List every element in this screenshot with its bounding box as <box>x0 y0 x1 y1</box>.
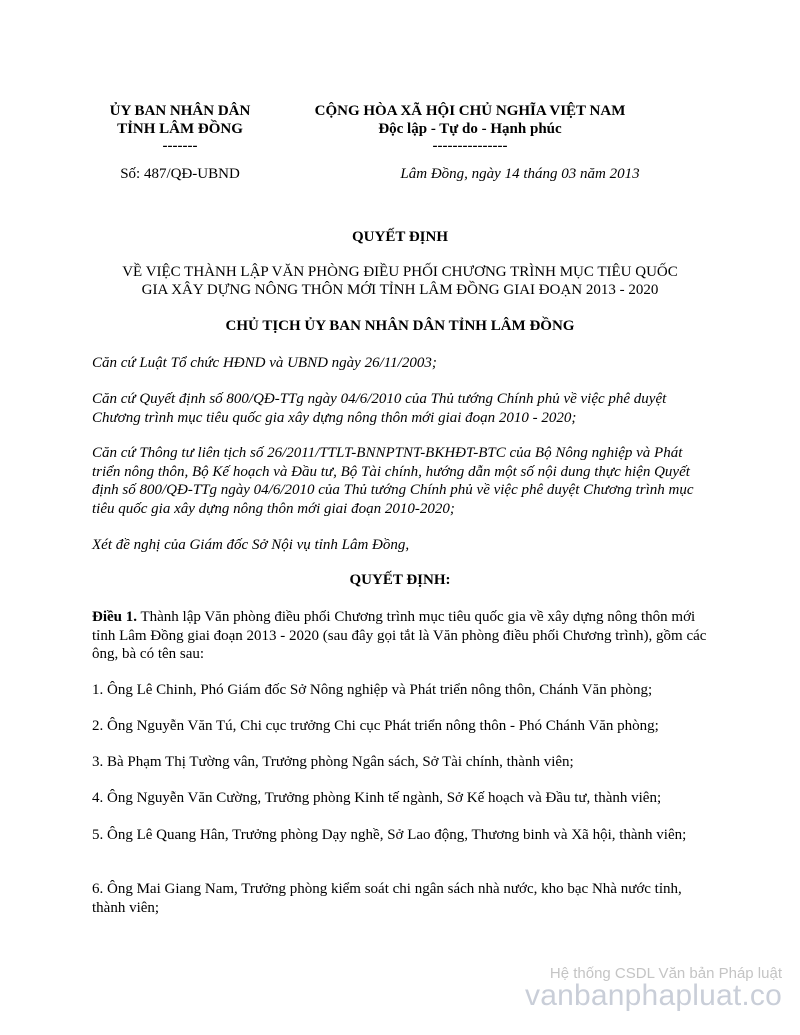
national-title: CỘNG HÒA XÃ HỘI CHỦ NGHĨA VIỆT NAM <box>314 103 626 119</box>
watermark-caption: Hệ thống CSDL Văn bản Pháp luật <box>549 965 782 982</box>
motto-divider: --------------- <box>432 138 508 154</box>
issuer-line1: ỦY BAN NHÂN DÂN <box>109 103 251 119</box>
issuer-divider: ------- <box>162 138 198 154</box>
article-1 <box>92 608 712 664</box>
place-date: Lâm Đồng, ngày 14 tháng 03 năm 2013 <box>400 166 640 182</box>
subject-line2: GIA XÂY DỰNG NÔNG THÔN MỚI TỈNH LÂM ĐỒNG GIAI ĐOẠN 2013 - 2020 <box>141 282 659 298</box>
ground-paragraph: Căn cứ Thông tư liên tịch số 26/2011/TTLT-BNNPTNT-BKHĐT-BTC của Bộ Nông nghiệp và Phát triển nông thôn, Bộ Kế hoạch và Đầu tư, Bộ Tài chính, hướng dẫn một số nội dung thực hiện Quyết định số 800/QĐ-TTg ngày 04/6/2010 của Thủ tướng Chính phủ về việc phê duyệt Chương trình mục tiêu quốc gia xây dựng nông thôn mới giai đoạn 2010-2020; <box>92 445 694 517</box>
member-item: 1. Ông Lê Chinh, Phó Giám đốc Sở Nông nghiệp và Phát triển nông thôn, Chánh Văn phòng; <box>92 682 653 698</box>
member-item: 5. Ông Lê Quang Hân, Trưởng phòng Dạy nghề, Sở Lao động, Thương binh và Xã hội, thành viên; <box>92 827 687 843</box>
article-1-text: Thành lập Văn phòng điều phối Chương trình mục tiêu quốc gia về xây dựng nông thôn mới tỉnh Lâm Đồng giai đoạn 2013 - 2020 (sau đây gọi tắt là Văn phòng điều phối Chương trình), gồm các ông, bà có tên sau: <box>92 609 707 662</box>
member-item: 6. Ông Mai Giang Nam, Trưởng phòng kiểm soát chi ngân sách nhà nước, kho bạc Nhà nước tỉnh, thành viên; <box>92 881 682 916</box>
document-title: QUYẾT ĐỊNH <box>352 229 448 245</box>
member-item: 4. Ông Nguyễn Văn Cường, Trưởng phòng Kinh tế ngành, Sở Kế hoạch và Đầu tư, thành viên; <box>92 790 662 806</box>
ground-paragraph: Xét đề nghị của Giám đốc Sở Nội vụ tỉnh Lâm Đồng, <box>92 537 410 553</box>
member-item: 2. Ông Nguyễn Văn Tú, Chi cục trưởng Chi cục Phát triển nông thôn - Phó Chánh Văn phòng; <box>92 718 659 734</box>
decision-heading: QUYẾT ĐỊNH: <box>349 572 451 588</box>
member-item: 3. Bà Phạm Thị Tường vân, Trưởng phòng Ngân sách, Sở Tài chính, thành viên; <box>92 754 574 770</box>
ground-paragraph: Căn cứ Luật Tổ chức HĐND và UBND ngày 26/11/2003; <box>92 355 437 371</box>
watermark-site: vanbanphapluat.co <box>525 979 782 1012</box>
authority-heading: CHỦ TỊCH ỦY BAN NHÂN DÂN TỈNH LÂM ĐỒNG <box>225 318 575 334</box>
national-motto: Độc lập - Tự do - Hạnh phúc <box>378 121 562 137</box>
article-1-label: Điều 1. <box>92 609 137 625</box>
document-number: Số: 487/QĐ-UBND <box>120 166 240 182</box>
issuer-line2: TỈNH LÂM ĐỒNG <box>117 121 243 137</box>
ground-paragraph: Căn cứ Quyết định số 800/QĐ-TTg ngày 04/6/2010 của Thủ tướng Chính phủ về việc phê duyệt Chương trình mục tiêu quốc gia xây dựng nông thôn mới giai đoạn 2010 - 2020; <box>92 391 667 426</box>
subject-line1: VỀ VIỆC THÀNH LẬP VĂN PHÒNG ĐIỀU PHỐI CHƯƠNG TRÌNH MỤC TIÊU QUỐC <box>122 264 678 280</box>
